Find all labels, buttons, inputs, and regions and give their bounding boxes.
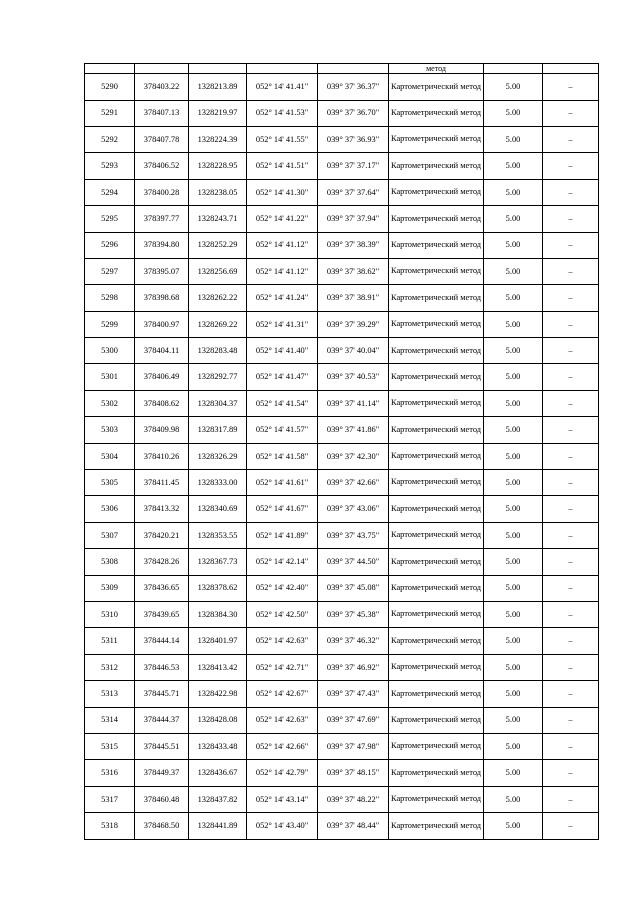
method-cell: Картометрический метод xyxy=(389,707,484,733)
method-cell: Картометрический метод xyxy=(389,549,484,575)
accuracy-cell: 5.00 xyxy=(484,522,543,548)
longitude-cell: 039° 37' 45.08" xyxy=(318,575,389,601)
table-row xyxy=(85,470,599,496)
point-number-cell: 5301 xyxy=(85,364,135,390)
accuracy-cell: 5.00 xyxy=(484,602,543,628)
x-coordinate-cell: 378460.48 xyxy=(135,786,189,812)
y-coordinate-cell: 1328401.97 xyxy=(189,628,247,654)
y-coordinate-cell: 1328333.00 xyxy=(189,470,247,496)
x-coordinate-cell: 378407.13 xyxy=(135,100,189,126)
x-coordinate-cell: 378468.50 xyxy=(135,813,189,839)
x-coordinate-cell: 378394.80 xyxy=(135,232,189,258)
y-coordinate-cell: 1328238.05 xyxy=(189,179,247,205)
method-cell: Картометрический метод xyxy=(389,206,484,232)
point-number-cell: 5306 xyxy=(85,496,135,522)
method-cell: Картометрический метод xyxy=(389,338,484,364)
method-cell: Картометрический метод xyxy=(389,285,484,311)
accuracy-cell: 5.00 xyxy=(484,733,543,759)
longitude-cell: 039° 37' 36.70" xyxy=(318,100,389,126)
point-number-cell: 5304 xyxy=(85,443,135,469)
latitude-cell: 052° 14' 41.22" xyxy=(247,206,318,232)
y-coordinate-cell: 1328256.69 xyxy=(189,258,247,284)
point-number-cell: 5302 xyxy=(85,390,135,416)
accuracy-cell: 5.00 xyxy=(484,470,543,496)
accuracy-cell: 5.00 xyxy=(484,496,543,522)
method-cell: Картометрический метод xyxy=(389,760,484,786)
note-cell: – xyxy=(543,707,599,733)
method-cell: Картометрический метод xyxy=(389,100,484,126)
latitude-cell: 052° 14' 41.67" xyxy=(247,496,318,522)
y-coordinate-cell: 1328437.82 xyxy=(189,786,247,812)
longitude-cell: 039° 37' 38.39" xyxy=(318,232,389,258)
y-coordinate-cell: 1328367.73 xyxy=(189,549,247,575)
table-row xyxy=(85,100,599,126)
table-row xyxy=(85,153,599,179)
y-coordinate-cell: 1328269.22 xyxy=(189,311,247,337)
latitude-cell: 052° 14' 42.63" xyxy=(247,628,318,654)
method-cell: Картометрический метод xyxy=(389,786,484,812)
y-coordinate-cell: 1328436.67 xyxy=(189,760,247,786)
point-number-cell: 5296 xyxy=(85,232,135,258)
longitude-cell: 039° 37' 48.44" xyxy=(318,813,389,839)
x-coordinate-cell: 378408.62 xyxy=(135,390,189,416)
table-body xyxy=(85,64,599,840)
latitude-cell: 052° 14' 42.50" xyxy=(247,602,318,628)
point-number-cell: 5315 xyxy=(85,733,135,759)
note-cell: – xyxy=(543,549,599,575)
longitude-cell: 039° 37' 38.62" xyxy=(318,258,389,284)
table-row xyxy=(85,733,599,759)
note-cell: – xyxy=(543,813,599,839)
y-coordinate-cell: 1328317.89 xyxy=(189,417,247,443)
table-row xyxy=(85,417,599,443)
longitude-cell: 039° 37' 40.53" xyxy=(318,364,389,390)
method-cell: Картометрический метод xyxy=(389,74,484,100)
point-number-cell: 5311 xyxy=(85,628,135,654)
note-cell: – xyxy=(543,602,599,628)
note-cell: – xyxy=(543,179,599,205)
longitude-cell: 039° 37' 42.66" xyxy=(318,470,389,496)
continued-row xyxy=(85,64,599,74)
x-coordinate-cell: 378404.11 xyxy=(135,338,189,364)
stub-cell xyxy=(85,64,135,74)
method-cell: Картометрический метод xyxy=(389,232,484,258)
y-coordinate-cell: 1328428.08 xyxy=(189,707,247,733)
point-number-cell: 5318 xyxy=(85,813,135,839)
table-row xyxy=(85,522,599,548)
stub-cell xyxy=(484,64,543,74)
table-row xyxy=(85,258,599,284)
y-coordinate-cell: 1328228.95 xyxy=(189,153,247,179)
note-cell: – xyxy=(543,575,599,601)
method-cell: Картометрический метод xyxy=(389,654,484,680)
latitude-cell: 052° 14' 42.67" xyxy=(247,681,318,707)
longitude-cell: 039° 37' 45.38" xyxy=(318,602,389,628)
point-number-cell: 5290 xyxy=(85,74,135,100)
y-coordinate-cell: 1328326.29 xyxy=(189,443,247,469)
latitude-cell: 052° 14' 41.61" xyxy=(247,470,318,496)
y-coordinate-cell: 1328433.48 xyxy=(189,733,247,759)
note-cell: – xyxy=(543,100,599,126)
stub-cell xyxy=(135,64,189,74)
x-coordinate-cell: 378446.53 xyxy=(135,654,189,680)
x-coordinate-cell: 378439.65 xyxy=(135,602,189,628)
latitude-cell: 052° 14' 41.30" xyxy=(247,179,318,205)
note-cell: – xyxy=(543,681,599,707)
note-cell: – xyxy=(543,338,599,364)
point-number-cell: 5293 xyxy=(85,153,135,179)
x-coordinate-cell: 378407.78 xyxy=(135,126,189,152)
x-coordinate-cell: 378403.22 xyxy=(135,74,189,100)
table-row xyxy=(85,390,599,416)
y-coordinate-cell: 1328353.55 xyxy=(189,522,247,548)
x-coordinate-cell: 378395.07 xyxy=(135,258,189,284)
note-cell: – xyxy=(543,74,599,100)
point-number-cell: 5317 xyxy=(85,786,135,812)
table-row xyxy=(85,496,599,522)
table-row xyxy=(85,126,599,152)
latitude-cell: 052° 14' 41.53" xyxy=(247,100,318,126)
table-row xyxy=(85,338,599,364)
method-cell: Картометрический метод xyxy=(389,311,484,337)
latitude-cell: 052° 14' 42.71" xyxy=(247,654,318,680)
accuracy-cell: 5.00 xyxy=(484,628,543,654)
method-cell: Картометрический метод xyxy=(389,628,484,654)
latitude-cell: 052° 14' 41.40" xyxy=(247,338,318,364)
method-cell: Картометрический метод xyxy=(389,258,484,284)
accuracy-cell: 5.00 xyxy=(484,707,543,733)
note-cell: – xyxy=(543,390,599,416)
table-row xyxy=(85,575,599,601)
table-row xyxy=(85,813,599,839)
accuracy-cell: 5.00 xyxy=(484,258,543,284)
accuracy-cell: 5.00 xyxy=(484,311,543,337)
accuracy-cell: 5.00 xyxy=(484,813,543,839)
x-coordinate-cell: 378436.65 xyxy=(135,575,189,601)
note-cell: – xyxy=(543,760,599,786)
table-row xyxy=(85,311,599,337)
note-cell: – xyxy=(543,417,599,443)
latitude-cell: 052° 14' 41.51" xyxy=(247,153,318,179)
x-coordinate-cell: 378397.77 xyxy=(135,206,189,232)
latitude-cell: 052° 14' 42.79" xyxy=(247,760,318,786)
coordinates-table xyxy=(84,63,599,840)
method-cell: Картометрический метод xyxy=(389,602,484,628)
y-coordinate-cell: 1328243.71 xyxy=(189,206,247,232)
latitude-cell: 052° 14' 41.24" xyxy=(247,285,318,311)
longitude-cell: 039° 37' 40.04" xyxy=(318,338,389,364)
y-coordinate-cell: 1328413.42 xyxy=(189,654,247,680)
longitude-cell: 039° 37' 47.69" xyxy=(318,707,389,733)
point-number-cell: 5308 xyxy=(85,549,135,575)
table-row xyxy=(85,707,599,733)
note-cell: – xyxy=(543,733,599,759)
longitude-cell: 039° 37' 48.22" xyxy=(318,786,389,812)
longitude-cell: 039° 37' 41.86" xyxy=(318,417,389,443)
point-number-cell: 5291 xyxy=(85,100,135,126)
x-coordinate-cell: 378400.28 xyxy=(135,179,189,205)
table-row xyxy=(85,654,599,680)
stub-cell xyxy=(543,64,599,74)
point-number-cell: 5294 xyxy=(85,179,135,205)
y-coordinate-cell: 1328304.37 xyxy=(189,390,247,416)
point-number-cell: 5316 xyxy=(85,760,135,786)
longitude-cell: 039° 37' 36.37" xyxy=(318,74,389,100)
longitude-cell: 039° 37' 47.98" xyxy=(318,733,389,759)
longitude-cell: 039° 37' 43.06" xyxy=(318,496,389,522)
note-cell: – xyxy=(543,153,599,179)
y-coordinate-cell: 1328219.97 xyxy=(189,100,247,126)
table-row xyxy=(85,602,599,628)
accuracy-cell: 5.00 xyxy=(484,153,543,179)
latitude-cell: 052° 14' 41.57" xyxy=(247,417,318,443)
point-number-cell: 5298 xyxy=(85,285,135,311)
note-cell: – xyxy=(543,470,599,496)
point-number-cell: 5299 xyxy=(85,311,135,337)
method-cell: Картометрический метод xyxy=(389,496,484,522)
point-number-cell: 5303 xyxy=(85,417,135,443)
longitude-cell: 039° 37' 43.75" xyxy=(318,522,389,548)
latitude-cell: 052° 14' 41.47" xyxy=(247,364,318,390)
x-coordinate-cell: 378445.71 xyxy=(135,681,189,707)
longitude-cell: 039° 37' 39.29" xyxy=(318,311,389,337)
method-cell: Картометрический метод xyxy=(389,179,484,205)
x-coordinate-cell: 378449.37 xyxy=(135,760,189,786)
note-cell: – xyxy=(543,126,599,152)
table-row xyxy=(85,179,599,205)
x-coordinate-cell: 378445.51 xyxy=(135,733,189,759)
note-cell: – xyxy=(543,443,599,469)
accuracy-cell: 5.00 xyxy=(484,786,543,812)
x-coordinate-cell: 378406.52 xyxy=(135,153,189,179)
accuracy-cell: 5.00 xyxy=(484,364,543,390)
latitude-cell: 052° 14' 41.89" xyxy=(247,522,318,548)
latitude-cell: 052° 14' 41.12" xyxy=(247,232,318,258)
note-cell: – xyxy=(543,206,599,232)
longitude-cell: 039° 37' 44.50" xyxy=(318,549,389,575)
method-cell: Картометрический метод xyxy=(389,813,484,839)
latitude-cell: 052° 14' 41.31" xyxy=(247,311,318,337)
note-cell: – xyxy=(543,285,599,311)
latitude-cell: 052° 14' 42.14" xyxy=(247,549,318,575)
y-coordinate-cell: 1328384.30 xyxy=(189,602,247,628)
stub-method-cell: метод xyxy=(389,64,484,74)
table-row xyxy=(85,760,599,786)
note-cell: – xyxy=(543,522,599,548)
y-coordinate-cell: 1328224.39 xyxy=(189,126,247,152)
method-cell: Картометрический метод xyxy=(389,470,484,496)
accuracy-cell: 5.00 xyxy=(484,654,543,680)
x-coordinate-cell: 378420.21 xyxy=(135,522,189,548)
accuracy-cell: 5.00 xyxy=(484,179,543,205)
accuracy-cell: 5.00 xyxy=(484,126,543,152)
longitude-cell: 039° 37' 48.15" xyxy=(318,760,389,786)
point-number-cell: 5313 xyxy=(85,681,135,707)
note-cell: – xyxy=(543,496,599,522)
accuracy-cell: 5.00 xyxy=(484,285,543,311)
note-cell: – xyxy=(543,364,599,390)
x-coordinate-cell: 378406.49 xyxy=(135,364,189,390)
accuracy-cell: 5.00 xyxy=(484,390,543,416)
x-coordinate-cell: 378444.37 xyxy=(135,707,189,733)
point-number-cell: 5295 xyxy=(85,206,135,232)
accuracy-cell: 5.00 xyxy=(484,100,543,126)
table-row xyxy=(85,285,599,311)
point-number-cell: 5310 xyxy=(85,602,135,628)
note-cell: – xyxy=(543,654,599,680)
latitude-cell: 052° 14' 43.14" xyxy=(247,786,318,812)
longitude-cell: 039° 37' 37.94" xyxy=(318,206,389,232)
table-row xyxy=(85,443,599,469)
latitude-cell: 052° 14' 42.63" xyxy=(247,707,318,733)
latitude-cell: 052° 14' 41.58" xyxy=(247,443,318,469)
longitude-cell: 039° 37' 46.32" xyxy=(318,628,389,654)
x-coordinate-cell: 378411.45 xyxy=(135,470,189,496)
accuracy-cell: 5.00 xyxy=(484,206,543,232)
table-row xyxy=(85,681,599,707)
y-coordinate-cell: 1328283.48 xyxy=(189,338,247,364)
y-coordinate-cell: 1328213.89 xyxy=(189,74,247,100)
point-number-cell: 5314 xyxy=(85,707,135,733)
y-coordinate-cell: 1328378.62 xyxy=(189,575,247,601)
y-coordinate-cell: 1328252.29 xyxy=(189,232,247,258)
latitude-cell: 052° 14' 41.12" xyxy=(247,258,318,284)
longitude-cell: 039° 37' 36.93" xyxy=(318,126,389,152)
latitude-cell: 052° 14' 41.41" xyxy=(247,74,318,100)
note-cell: – xyxy=(543,311,599,337)
longitude-cell: 039° 37' 37.64" xyxy=(318,179,389,205)
latitude-cell: 052° 14' 41.54" xyxy=(247,390,318,416)
table-row xyxy=(85,74,599,100)
y-coordinate-cell: 1328340.69 xyxy=(189,496,247,522)
x-coordinate-cell: 378400.97 xyxy=(135,311,189,337)
x-coordinate-cell: 378409.98 xyxy=(135,417,189,443)
accuracy-cell: 5.00 xyxy=(484,443,543,469)
method-cell: Картометрический метод xyxy=(389,364,484,390)
table-row xyxy=(85,364,599,390)
x-coordinate-cell: 378413.32 xyxy=(135,496,189,522)
note-cell: – xyxy=(543,232,599,258)
y-coordinate-cell: 1328262.22 xyxy=(189,285,247,311)
accuracy-cell: 5.00 xyxy=(484,549,543,575)
method-cell: Картометрический метод xyxy=(389,443,484,469)
x-coordinate-cell: 378428.26 xyxy=(135,549,189,575)
y-coordinate-cell: 1328292.77 xyxy=(189,364,247,390)
y-coordinate-cell: 1328422.98 xyxy=(189,681,247,707)
note-cell: – xyxy=(543,628,599,654)
method-cell: Картометрический метод xyxy=(389,522,484,548)
method-cell: Картометрический метод xyxy=(389,681,484,707)
latitude-cell: 052° 14' 41.55" xyxy=(247,126,318,152)
table-row xyxy=(85,628,599,654)
accuracy-cell: 5.00 xyxy=(484,681,543,707)
table-row xyxy=(85,549,599,575)
accuracy-cell: 5.00 xyxy=(484,760,543,786)
stub-cell xyxy=(318,64,389,74)
stub-cell xyxy=(247,64,318,74)
point-number-cell: 5292 xyxy=(85,126,135,152)
method-cell: Картометрический метод xyxy=(389,153,484,179)
method-cell: Картометрический метод xyxy=(389,575,484,601)
latitude-cell: 052° 14' 42.40" xyxy=(247,575,318,601)
method-cell: Картометрический метод xyxy=(389,390,484,416)
x-coordinate-cell: 378398.68 xyxy=(135,285,189,311)
longitude-cell: 039° 37' 38.91" xyxy=(318,285,389,311)
y-coordinate-cell: 1328441.89 xyxy=(189,813,247,839)
longitude-cell: 039° 37' 42.30" xyxy=(318,443,389,469)
point-number-cell: 5297 xyxy=(85,258,135,284)
accuracy-cell: 5.00 xyxy=(484,417,543,443)
longitude-cell: 039° 37' 37.17" xyxy=(318,153,389,179)
point-number-cell: 5305 xyxy=(85,470,135,496)
table-row xyxy=(85,232,599,258)
stub-cell xyxy=(189,64,247,74)
longitude-cell: 039° 37' 41.14" xyxy=(318,390,389,416)
point-number-cell: 5307 xyxy=(85,522,135,548)
latitude-cell: 052° 14' 42.66" xyxy=(247,733,318,759)
accuracy-cell: 5.00 xyxy=(484,575,543,601)
point-number-cell: 5312 xyxy=(85,654,135,680)
table-row xyxy=(85,206,599,232)
note-cell: – xyxy=(543,786,599,812)
accuracy-cell: 5.00 xyxy=(484,338,543,364)
longitude-cell: 039° 37' 46.92" xyxy=(318,654,389,680)
table-row xyxy=(85,786,599,812)
method-cell: Картометрический метод xyxy=(389,417,484,443)
accuracy-cell: 5.00 xyxy=(484,74,543,100)
method-cell: Картометрический метод xyxy=(389,126,484,152)
accuracy-cell: 5.00 xyxy=(484,232,543,258)
x-coordinate-cell: 378410.26 xyxy=(135,443,189,469)
longitude-cell: 039° 37' 47.43" xyxy=(318,681,389,707)
point-number-cell: 5300 xyxy=(85,338,135,364)
x-coordinate-cell: 378444.14 xyxy=(135,628,189,654)
latitude-cell: 052° 14' 43.40" xyxy=(247,813,318,839)
method-cell: Картометрический метод xyxy=(389,733,484,759)
note-cell: – xyxy=(543,258,599,284)
point-number-cell: 5309 xyxy=(85,575,135,601)
